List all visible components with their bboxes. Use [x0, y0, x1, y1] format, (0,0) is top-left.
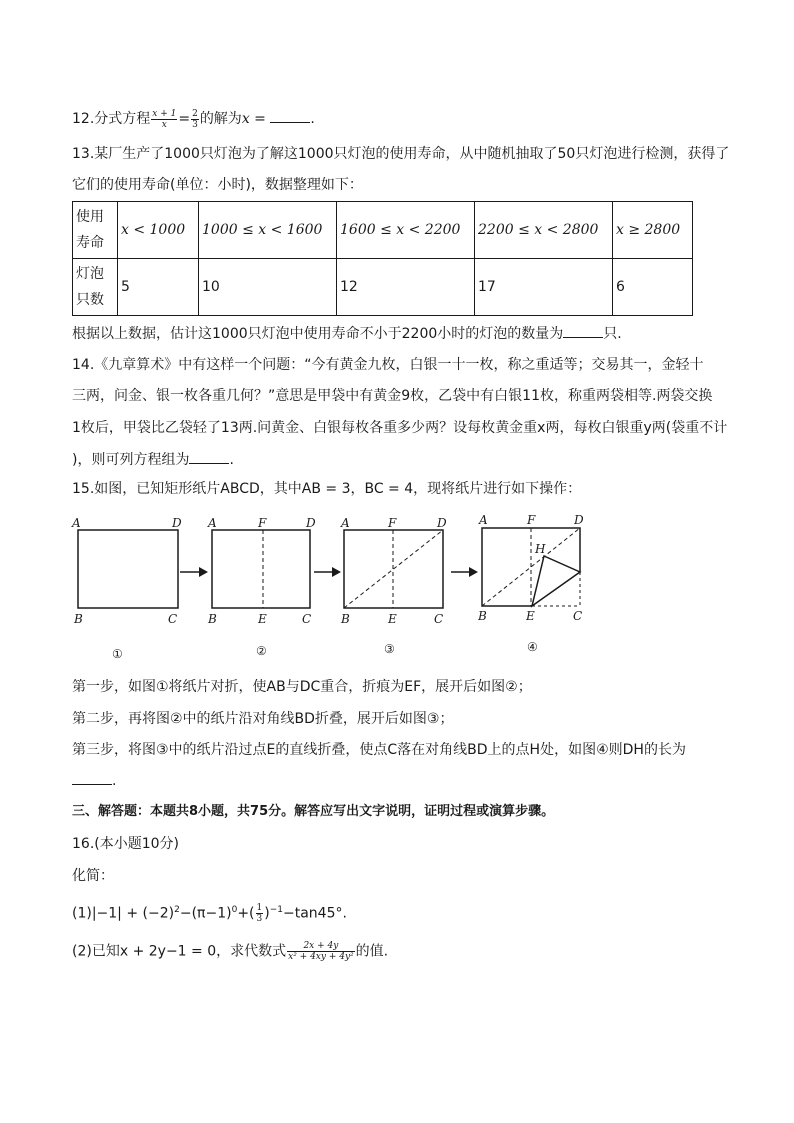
svg-text:C: C	[434, 612, 444, 626]
table-cell: x < 1000	[118, 202, 199, 259]
svg-text:A: A	[208, 516, 217, 530]
q15-step3-end: .	[72, 770, 116, 791]
svg-text:F: F	[258, 516, 267, 530]
table-row	[73, 202, 693, 259]
figure-number: ④	[527, 640, 538, 654]
table-header-cell: 灯泡 只数	[73, 259, 118, 316]
svg-text:H: H	[535, 542, 546, 556]
question-12: 12.分式方程 $\frac{x + 1}{x}$ = $\frac{2}{3}$ 的解为x = .	[72, 108, 315, 130]
table-cell: 6	[613, 259, 693, 316]
table-row	[73, 259, 693, 316]
svg-text:A: A	[341, 516, 350, 530]
svg-text:F: F	[527, 513, 536, 527]
rectangle-2	[212, 530, 310, 608]
answer-blank	[189, 449, 229, 464]
q16-part2: (2)已知x + 2y−1 = 0，求代数式 $\frac{2x + 4y}{\text{x² + 4xy + 4y²}}$ 的值.	[72, 941, 389, 962]
table-cell: 5	[118, 259, 199, 316]
q13-line1: 13.某厂生产了1000只灯泡为了解这1000只灯泡的使用寿命，从中随机抽取了50只灯泡进行检测，获得了	[72, 146, 730, 162]
q14-line3: 1枚后，甲袋比乙袋轻了13两.问黄金、白银每枚各重多少两？设每枚黄金重x两，每枚白银重y两(袋重不计	[72, 420, 728, 436]
table-cell: 2200 ≤ x < 2800	[475, 202, 613, 259]
svg-text:B: B	[478, 609, 487, 623]
svg-text:D: D	[437, 516, 447, 530]
q14-line2: 三两，问金、银一枚各重几何？”意思是甲袋中有黄金9枚，乙袋中有白银11枚，称重两袋相等.两袋交换	[72, 388, 713, 404]
q16-title: 16.(本小题10分)	[72, 836, 180, 852]
label-a: A	[72, 516, 81, 530]
svg-text:B: B	[341, 612, 350, 626]
q16-fraction: $\frac{2x + 4y}{\text{x² + 4xy + 4y²}}$	[288, 941, 354, 962]
table-cell: 1000 ≤ x < 1600	[199, 202, 337, 259]
svg-text:E: E	[258, 612, 267, 626]
label-d: D	[172, 516, 182, 530]
arrow-head	[199, 567, 208, 577]
figure-number: ③	[384, 642, 395, 656]
rectangle-1	[78, 530, 178, 608]
svg-text:D: D	[574, 513, 584, 527]
figure-number: ①	[112, 647, 123, 660]
answer-blank	[563, 323, 603, 338]
q12-prefix: 12.分式方程	[72, 111, 151, 127]
lifespan-table	[72, 201, 693, 316]
svg-text:C: C	[302, 612, 312, 626]
q14-line4: )，则可列方程组为 .	[72, 449, 234, 470]
q13-line3: 根据以上数据，估计这1000只灯泡中使用寿命不小于2200小时的灯泡的数量为 只.	[72, 323, 622, 344]
svg-text:A: A	[479, 513, 488, 527]
q15-step2: 第二步，再将图②中的纸片沿对角线BD折叠，展开后如图③；	[72, 711, 454, 727]
svg-text:B: B	[208, 612, 217, 626]
figure-number: ②	[256, 644, 267, 658]
q12-fraction-rhs: $\frac{2}{3}$	[192, 108, 198, 130]
folded-triangle	[532, 556, 580, 606]
q14-line1: 14.《九章算术》中有这样一个问题：“今有黄金九枚，白银一十一枚，称之重适等；交易其一，金轻十	[72, 357, 704, 373]
q15-line1: 15.如图，已知矩形纸片ABCD，其中AB = 3，BC = 4，现将纸片进行如下操作：	[72, 481, 582, 497]
label-c: C	[168, 612, 178, 626]
folding-figure	[68, 510, 728, 660]
svg-text:E: E	[388, 612, 397, 626]
svg-text:E: E	[526, 609, 535, 623]
q12-fraction-lhs: $\frac{x + 1}{x}$	[152, 108, 177, 130]
q16-part1: $(1)|-1| + (-2)^2-(\pi-1)^0+$( $\frac{1}{3}$ )$^{-1}$−tan45°.	[72, 903, 347, 925]
table-cell: 10	[199, 259, 337, 316]
svg-text:F: F	[388, 516, 397, 530]
answer-blank	[270, 108, 310, 123]
q16-sub: 化简：	[72, 868, 114, 884]
q15-step3: 第三步，将图③中的纸片沿过点E的直线折叠，使点C落在对角线BD上的点H处，如图④则DH的长为	[72, 742, 686, 758]
table-cell: 17	[475, 259, 613, 316]
q15-step1: 第一步，如图①将纸片对折，使AB与DC重合，折痕为EF，展开后如图②；	[72, 679, 532, 695]
svg-text:C: C	[573, 609, 583, 623]
answer-blank	[72, 770, 112, 785]
svg-text:D: D	[306, 516, 316, 530]
table-cell: x ≥ 2800	[613, 202, 693, 259]
label-b: B	[74, 612, 83, 626]
table-cell: 12	[337, 259, 475, 316]
q13-line2: 它们的使用寿命(单位：小时)，数据整理如下：	[72, 177, 363, 193]
section-heading: 三、解答题：本题共8小题，共75分。解答应写出文字说明，证明过程或演算步骤。	[72, 804, 555, 819]
table-header-cell: 使用 寿命	[73, 202, 118, 259]
table-cell: 1600 ≤ x < 2200	[337, 202, 475, 259]
